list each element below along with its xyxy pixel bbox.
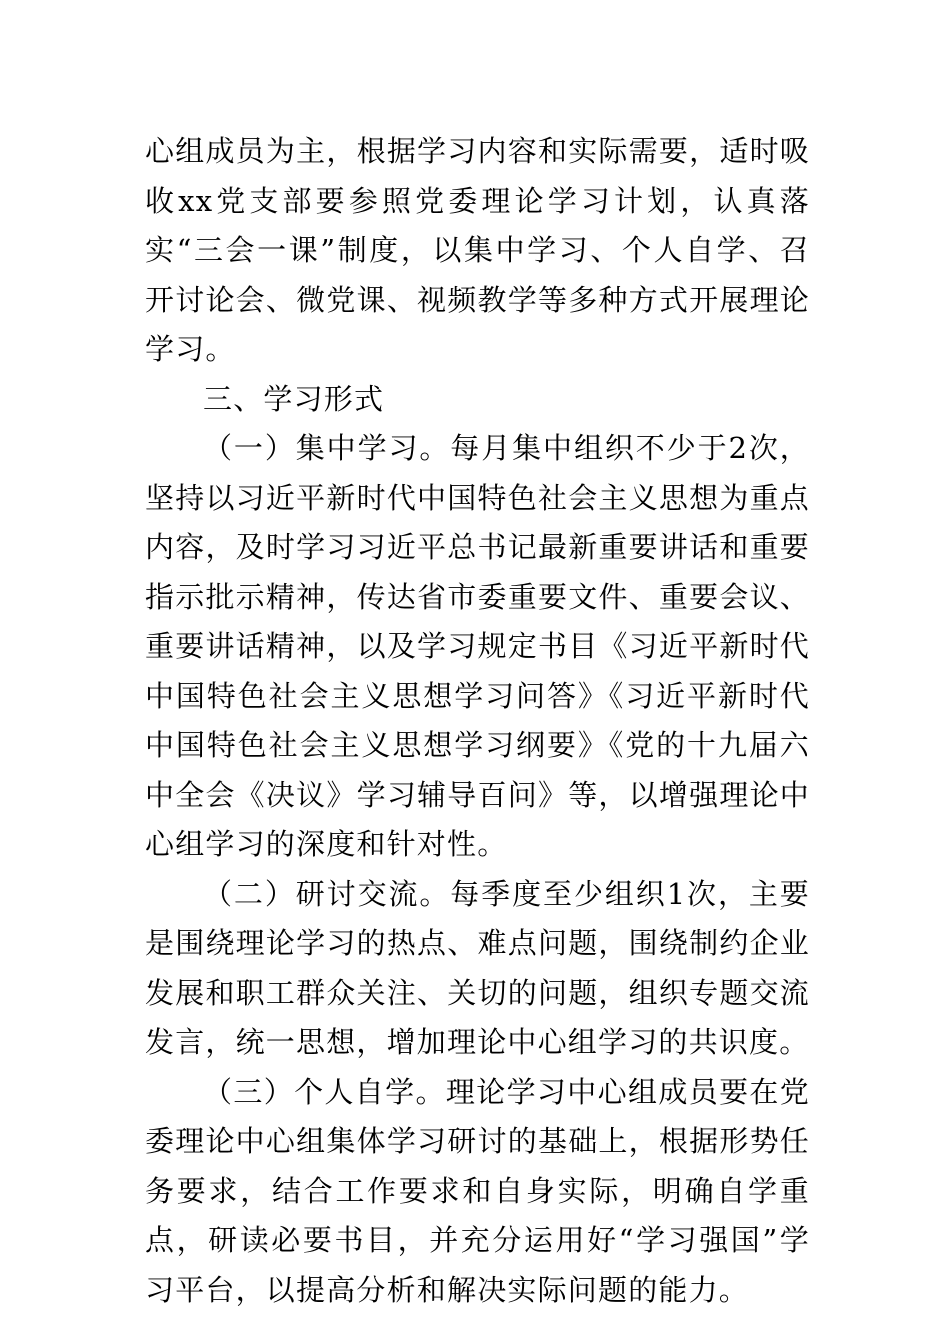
section-heading-learning-forms: 三、学习形式 xyxy=(203,381,385,416)
paragraph-seminar-exchange: （二）研讨交流。每季度至少组织1次，主要是围绕理论学习的热点、难点问题，围绕制约企业发展和职工群众关注、关切的问题，组织专题交流发言，统一思想，增加理论中心组学习的共识度。 xyxy=(145,876,810,1059)
paragraph-continuation: 心组成员为主，根据学习内容和实际需要，适时吸收xx党支部要参照党委理论学习计划，认真落实“三会一课”制度，以集中学习、个人自学、召开讨论会、微党课、视频教学等多种方式开展理论学习。 xyxy=(145,134,810,366)
document-body xyxy=(145,127,810,1315)
paragraph-concentrated-study: （一）集中学习。每月集中组织不少于2次，坚持以习近平新时代中国特色社会主义思想为重点内容，及时学习习近平总书记最新重要讲话和重要指示批示精神，传达省市委重要文件、重要会议、重要讲话精神，以及学习规定书目《习近平新时代中国特色社会主义思想学习问答》《习近平新时代中国特色社会主义思想学习纲要》《党的十九届六中全会《决议》学习辅导百问》等，以增强理论中心组学习的深度和针对性。 xyxy=(145,431,810,861)
paragraph-self-study: （三）个人自学。理论学习中心组成员要在党委理论中心组集体学习研讨的基础上，根据形势任务要求，结合工作要求和自身实际，明确自学重点，研读必要书目，并充分运用好“学习强国”学习平台，以提高分析和解决实际问题的能力。 xyxy=(145,1074,810,1307)
